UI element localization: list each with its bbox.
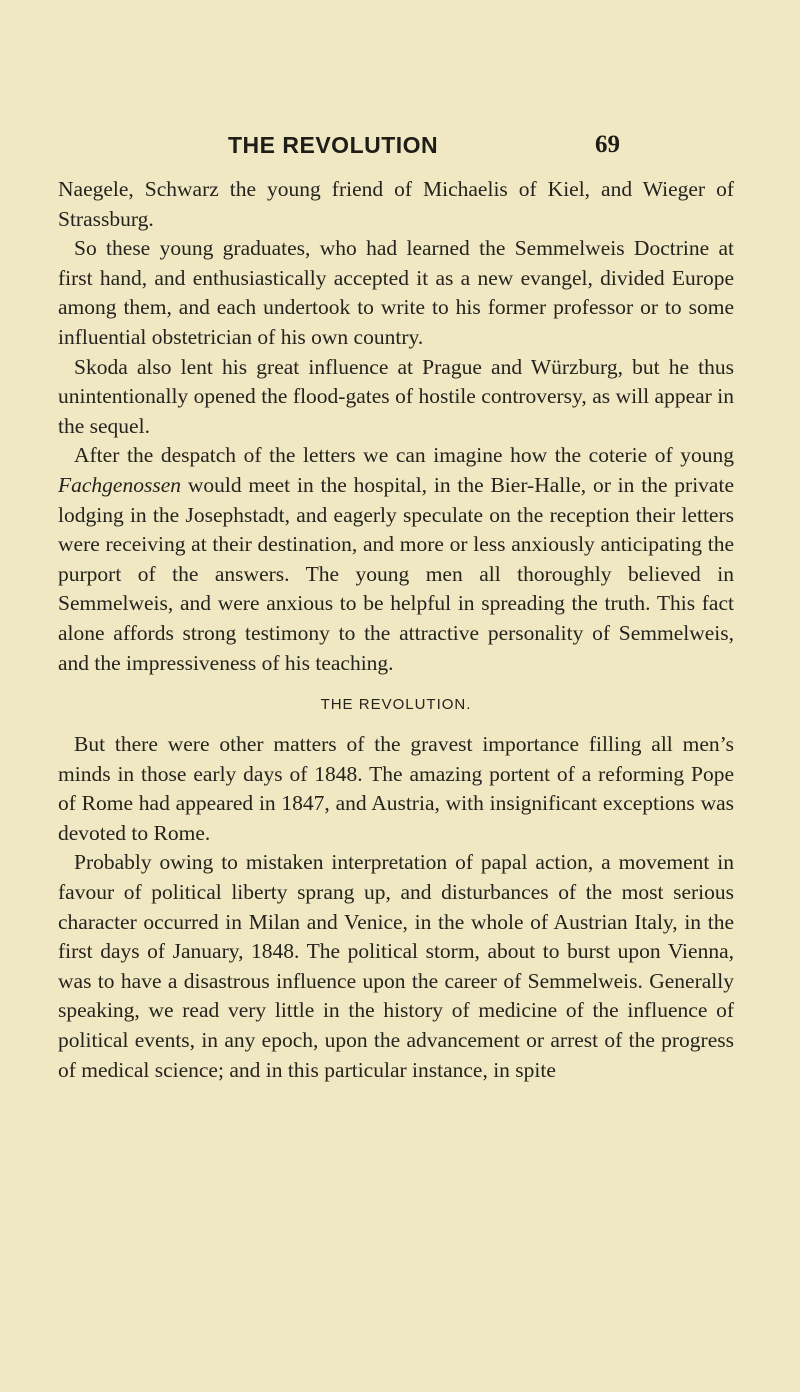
paragraph-3: Skoda also lent his great influence at Prague and Würzburg, but he thus unintentionally opened the flood-gates of hostile controversy, as will appear in the sequel. [58, 354, 734, 438]
paragraph-6: Probably owing to mistaken interpretation of papal action, a movement in favour of political liberty sprang up, and disturbances of the most serious character occurred in Milan and Venice, in the whole of Austrian Italy, in the first days of January, 1848. The political storm, about to burst upon Vienna, was to have a disastrous influence upon the career of Semmelweis. Generally speaking, we read very little in the history of medicine of the influence of political events, in any epoch, upon the advancement or arrest of the progress of medical science; and in this particular instance, in spite [58, 850, 734, 1082]
paragraph-4-start: After the despatch of the letters we can imagine how the coterie of young [74, 443, 734, 468]
paragraph-5: But there were other matters of the gravest importance filling all men’s minds in those early days of 1848. The amazing portent of a reforming Pope of Rome had appeared in 1847, and Austria, with insignificant exceptions was devoted to Rome. [58, 732, 734, 845]
paragraph-4-end: would meet in the hospital, in the Bier-Halle, or in the private lodging in the Josephstadt, and eagerly speculate on the reception their letters were receiving at their destination, and more or less anxiously anticipating the purport of the answers. The young men all thoroughly believed in Semmelweis, and were anxious to be helpful in spreading the truth. This fact alone affords strong testimony to the attractive personality of Semmelweis, and the impressiveness of his teaching. [58, 472, 734, 675]
running-title: THE REVOLUTION [228, 132, 439, 158]
paragraph-2: So these young graduates, who had learned the Semmelweis Doctrine at first hand, and enthusiastically accepted it as a new evangel, divided Europe among them, and each undertook to write to his former professor or to some influential obstetrician of his own country. [58, 236, 734, 349]
paragraph-4 [58, 441, 734, 678]
page-number: 69 [595, 131, 620, 158]
section-heading: THE REVOLUTION. [320, 696, 472, 714]
body-text [58, 175, 734, 1085]
page-header [180, 132, 620, 164]
fachgenossen-italic: Fachgenossen [58, 472, 181, 497]
paragraph-1: Naegele, Schwarz the young friend of Michaelis of Kiel, and Wieger of Strassburg. [58, 177, 734, 231]
